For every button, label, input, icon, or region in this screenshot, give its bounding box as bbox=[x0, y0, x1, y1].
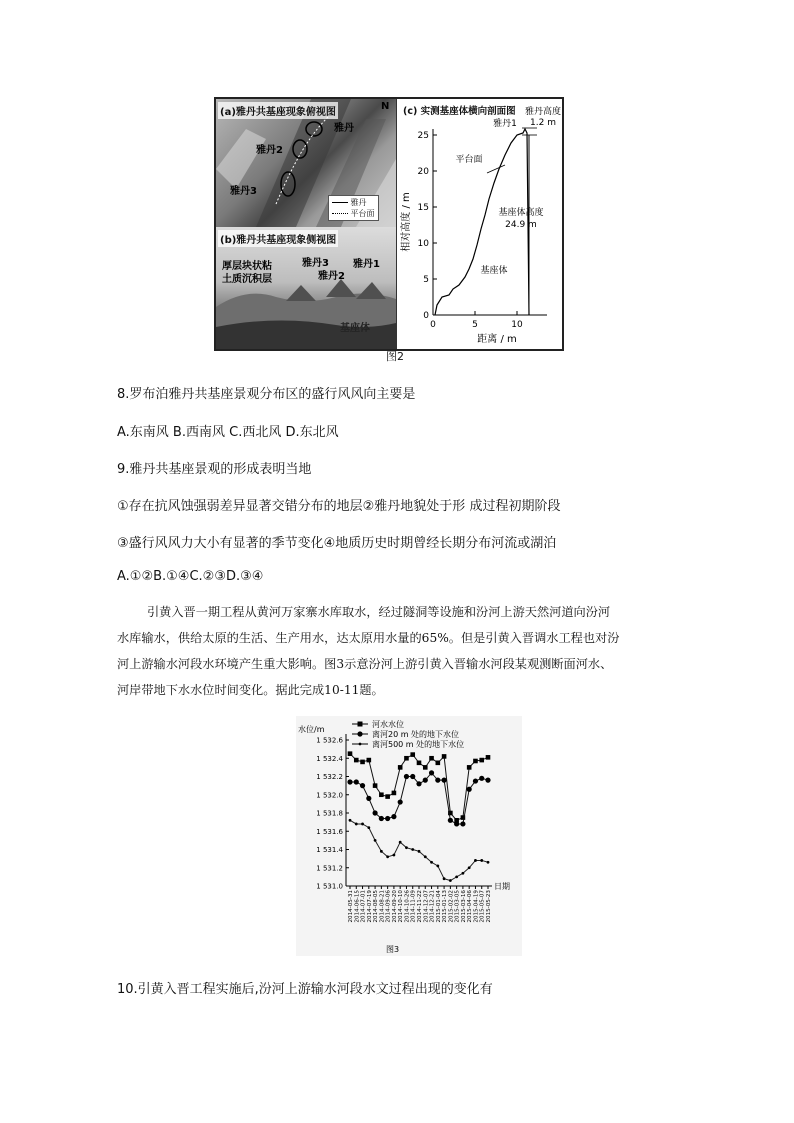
river-level-point bbox=[442, 754, 447, 759]
q8-options: A.东南风 B.西南风 C.西北风 D.东北风 bbox=[117, 425, 339, 440]
groundwater-500m-point bbox=[474, 859, 477, 862]
figure-2 bbox=[214, 97, 564, 351]
x-tick-label: 2014-08-05 bbox=[373, 890, 380, 923]
y-tick-15: 15 bbox=[417, 203, 429, 213]
groundwater-500m-point bbox=[411, 848, 414, 851]
groundwater-20m-point bbox=[435, 778, 440, 783]
groundwater-20m-point bbox=[441, 778, 446, 783]
x-tick-label: 2014-06-15 bbox=[354, 890, 361, 923]
groundwater-20m-point bbox=[423, 778, 428, 783]
groundwater-500m-point bbox=[487, 861, 490, 864]
groundwater-500m-point bbox=[386, 855, 389, 858]
x-tick-label: 2014-10-10 bbox=[398, 890, 405, 923]
passage-line-3: 河上游输水河段水环境产生重大影响。图3示意汾河上游引黄入晋输水河段某观测断面河水、 bbox=[117, 657, 613, 671]
groundwater-20m-point bbox=[347, 779, 352, 784]
y-tick-label: 1 532.6 bbox=[316, 736, 343, 745]
y-tick-label: 1 531.8 bbox=[316, 809, 343, 818]
panel-b-title: (b)雅丹共基座现象侧视图 bbox=[218, 230, 338, 247]
river-level-point bbox=[417, 761, 422, 766]
panel-a-legend bbox=[328, 195, 379, 221]
legend-label-1: 河水水位 bbox=[372, 720, 404, 729]
panel-b-label-yardang2: 雅丹2 bbox=[318, 271, 345, 282]
y-tick-0: 0 bbox=[423, 311, 429, 321]
legend-marker-1 bbox=[358, 722, 363, 727]
x-tick-label: 2014-12-21 bbox=[429, 890, 436, 923]
panel-c-platform: 平台面 bbox=[455, 155, 483, 165]
river-level-point bbox=[373, 783, 378, 788]
groundwater-500m-point bbox=[455, 875, 458, 878]
groundwater-20m-point bbox=[385, 816, 390, 821]
groundwater-20m-point bbox=[460, 821, 465, 826]
river-level-point bbox=[348, 751, 353, 756]
groundwater-20m-point bbox=[410, 774, 415, 779]
groundwater-500m-point bbox=[430, 861, 433, 864]
groundwater-500m-point bbox=[399, 841, 402, 844]
figure-2-caption: 图2 bbox=[386, 350, 404, 363]
x-tick-label: 2014-09-20 bbox=[391, 890, 398, 923]
x-tick-label: 2015-05-07 bbox=[479, 890, 486, 923]
y-tick-label: 1 532.2 bbox=[316, 773, 343, 781]
panel-c-chart bbox=[397, 99, 562, 349]
river-level-point bbox=[354, 758, 359, 763]
groundwater-500m-point bbox=[367, 826, 370, 829]
panel-a-label-yardang: 雅丹 bbox=[334, 123, 354, 134]
q9-line2: ③盛行风风力大小有显著的季节变化④地质历史时期曾经长期分布河流或湖泊 bbox=[117, 536, 557, 551]
y-tick-10: 10 bbox=[417, 239, 429, 249]
groundwater-500m-point bbox=[349, 819, 352, 822]
q10-stem: 10.引黄入晋工程实施后,汾河上游输水河段水文过程出现的变化有 bbox=[117, 982, 493, 997]
x-tick-10: 10 bbox=[511, 320, 523, 330]
legend-item-yardang: 雅丹 bbox=[332, 197, 375, 208]
river-level-point bbox=[404, 756, 409, 761]
x-tick-label: 2014-10-26 bbox=[404, 890, 411, 923]
groundwater-20m-point bbox=[366, 796, 371, 801]
panel-a-label-yardang3: 雅丹3 bbox=[230, 186, 257, 197]
x-tick-label: 2015-01-04 bbox=[435, 890, 442, 923]
river-level-point bbox=[385, 794, 390, 799]
y-tick-label: 1 531.2 bbox=[316, 864, 343, 873]
deposit-label-1: 厚层块状粘 bbox=[222, 261, 272, 272]
legend-marker-3 bbox=[359, 743, 362, 746]
groundwater-20m-point bbox=[398, 799, 403, 804]
water-level-chart bbox=[296, 716, 522, 956]
panel-c-base-label: 基座体 bbox=[480, 266, 508, 276]
north-arrow-label: N bbox=[381, 101, 390, 112]
x-tick-label: 2015-05-23 bbox=[486, 890, 492, 923]
panel-b-base-label: 基座体 bbox=[340, 323, 370, 334]
passage-line-4: 河岸带地下水水位时间变化。据此完成10-11题。 bbox=[117, 683, 384, 697]
panel-c-yardang-height-1: 雅丹高度 bbox=[524, 107, 562, 117]
panel-c-ylabel: 相对高度 / m bbox=[401, 192, 412, 252]
deposit-label-2: 土质沉积层 bbox=[222, 274, 272, 285]
x-tick-0: 0 bbox=[430, 320, 436, 330]
panel-c-title: (c) 实测基座体横向剖面图 bbox=[401, 102, 518, 118]
x-axis-label: 日期 bbox=[494, 882, 510, 891]
x-tick-label: 2015-04-06 bbox=[467, 890, 474, 923]
x-tick-label: 2014-07-19 bbox=[366, 890, 373, 923]
panel-a-top-view bbox=[216, 99, 397, 228]
river-level-point bbox=[436, 761, 441, 766]
panel-c-base-height-2: 24.9 m bbox=[505, 220, 537, 230]
groundwater-500m-point bbox=[418, 850, 421, 853]
y-axis-label: 水位/m bbox=[298, 725, 325, 734]
groundwater-20m-point bbox=[485, 778, 490, 783]
river-level-point bbox=[479, 758, 484, 763]
river-level-point bbox=[360, 760, 365, 765]
groundwater-20m-point bbox=[429, 770, 434, 775]
groundwater-20m-point bbox=[404, 774, 409, 779]
legend-item-platform: 平台面 bbox=[332, 208, 375, 219]
panel-c-yardang-height-2: 1.2 m bbox=[530, 118, 556, 128]
river-level-point bbox=[486, 755, 491, 760]
river-level-point bbox=[423, 765, 428, 770]
x-tick-label: 2015-03-16 bbox=[460, 890, 467, 923]
panel-c-profile bbox=[397, 99, 562, 349]
y-tick-label: 1 531.0 bbox=[316, 882, 343, 891]
figure-3 bbox=[296, 716, 522, 956]
panel-b-label-yardang1: 雅丹1 bbox=[353, 259, 380, 270]
groundwater-20m-point bbox=[448, 818, 453, 823]
groundwater-500m-point bbox=[374, 839, 377, 842]
groundwater-500m-point bbox=[361, 823, 364, 826]
groundwater-20m-point bbox=[379, 816, 384, 821]
groundwater-500m-point bbox=[462, 872, 465, 875]
y-tick-25: 25 bbox=[417, 131, 429, 141]
groundwater-500m-point bbox=[443, 877, 446, 880]
groundwater-20m-point bbox=[473, 778, 478, 783]
groundwater-500m-point bbox=[468, 866, 471, 869]
groundwater-500m-point bbox=[480, 859, 483, 862]
river-level-point bbox=[410, 752, 415, 757]
x-tick-label: 2014-12-07 bbox=[423, 890, 430, 923]
panel-a-label-yardang2: 雅丹2 bbox=[256, 145, 283, 156]
q9-line1: ①存在抗风蚀强弱差异显著交错分布的地层②雅丹地貌处于形 成过程初期阶段 bbox=[117, 499, 561, 514]
x-tick-label: 2014-05-31 bbox=[348, 890, 354, 923]
panel-c-base-height-1: 基座体高度 bbox=[498, 208, 544, 218]
groundwater-500m-point bbox=[405, 846, 408, 849]
x-tick-label: 2015-02-02 bbox=[448, 890, 455, 923]
x-tick-label: 2014-11-09 bbox=[410, 890, 417, 923]
y-tick-label: 1 532.0 bbox=[316, 791, 343, 800]
river-level-point bbox=[398, 765, 403, 770]
y-tick-label: 1 531.6 bbox=[316, 827, 343, 836]
groundwater-500m-point bbox=[355, 823, 358, 826]
q9-stem: 9.雅丹共基座景观的形成表明当地 bbox=[117, 462, 312, 477]
y-tick-5: 5 bbox=[423, 275, 429, 285]
x-tick-label: 2015-04-19 bbox=[473, 890, 480, 923]
groundwater-20m-point bbox=[391, 814, 396, 819]
panel-a-title: (a)雅丹共基座现象俯视图 bbox=[218, 102, 338, 119]
river-level-point bbox=[467, 765, 472, 770]
legend-label-3: 离河500 m 处的地下水位 bbox=[372, 740, 465, 749]
groundwater-20m-point bbox=[372, 810, 377, 815]
groundwater-20m-point bbox=[416, 781, 421, 786]
x-tick-5: 5 bbox=[472, 320, 478, 330]
passage-line-1: 引黄入晋一期工程从黄河万家寨水库取水，经过隧洞等设施和汾河上游天然河道向汾河 bbox=[147, 605, 611, 619]
passage-line-2: 水库输水，供给太原的生活、生产用水，达太原用水量的65%。但是引黄入晋调水工程也对汾 bbox=[117, 631, 620, 645]
legend-marker-2 bbox=[357, 731, 362, 736]
y-tick-label: 1 531.4 bbox=[316, 846, 343, 854]
q9-options: A.①②B.①④C.②③D.③④ bbox=[117, 569, 264, 584]
groundwater-20m-point bbox=[354, 779, 359, 784]
x-tick-label: 2014-09-06 bbox=[385, 890, 392, 923]
panel-b-side-view bbox=[216, 227, 397, 349]
y-tick-label: 1 532.4 bbox=[316, 754, 343, 763]
panel-b-label-yardang3: 雅丹3 bbox=[302, 258, 329, 269]
x-tick-label: 2014-08-21 bbox=[379, 890, 386, 923]
river-level-point bbox=[429, 756, 434, 761]
river-level-point bbox=[473, 759, 478, 764]
panel-c-xlabel: 距离 / m bbox=[477, 334, 517, 345]
q8-stem: 8.罗布泊雅丹共基座景观分布区的盛行风风向主要是 bbox=[117, 387, 416, 402]
groundwater-500m-point bbox=[436, 865, 439, 868]
x-tick-label: 2015-03-05 bbox=[454, 890, 461, 923]
river-level-point bbox=[379, 792, 384, 797]
x-tick-label: 2014-11-22 bbox=[417, 890, 423, 923]
legend-label-2: 离河20 m 处的地下水位 bbox=[372, 730, 460, 739]
x-tick-label: 2014-07-01 bbox=[360, 890, 367, 923]
groundwater-500m-point bbox=[393, 854, 396, 857]
groundwater-20m-point bbox=[360, 783, 365, 788]
figure-3-caption: 图3 bbox=[386, 945, 400, 954]
river-level-point bbox=[392, 791, 397, 796]
groundwater-20m-point bbox=[479, 776, 484, 781]
panel-c-yardang1: 雅丹1 bbox=[493, 119, 517, 129]
y-tick-20: 20 bbox=[417, 167, 429, 177]
river-level-point bbox=[367, 758, 372, 763]
groundwater-20m-point bbox=[454, 821, 459, 826]
groundwater-500m-point bbox=[380, 850, 383, 853]
groundwater-500m-point bbox=[449, 879, 452, 882]
groundwater-20m-point bbox=[467, 787, 472, 792]
x-tick-label: 2015-01-13 bbox=[442, 890, 449, 923]
groundwater-500m-point bbox=[424, 855, 427, 858]
